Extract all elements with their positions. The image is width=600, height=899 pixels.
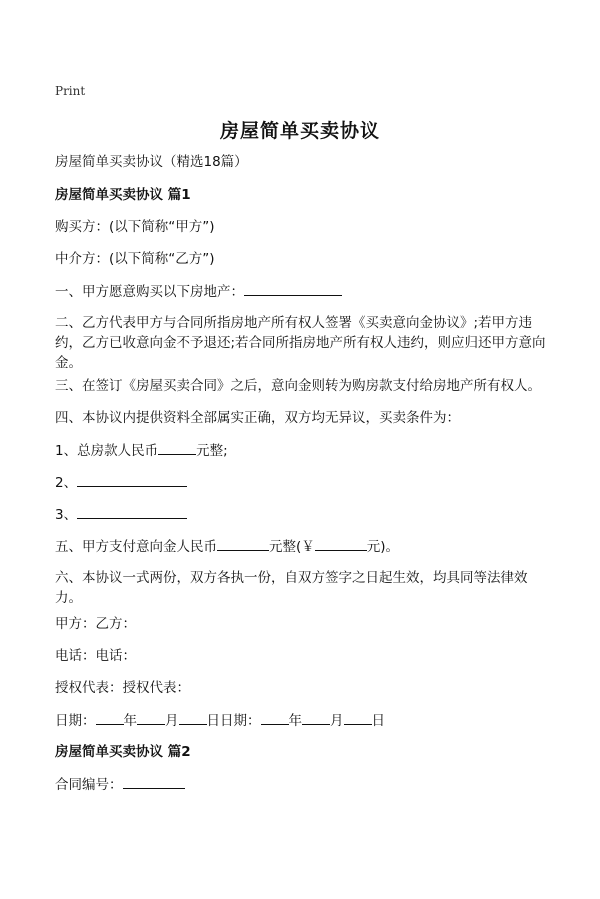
blank-field	[344, 710, 372, 725]
clause-5-mid: 元整(￥	[269, 539, 315, 555]
date-year: 年	[123, 713, 137, 729]
date-day: 日	[371, 713, 385, 729]
sign-party: 甲方：乙方：	[55, 616, 136, 632]
document-subtitle: 房屋简单买卖协议（精选18篇）	[55, 154, 248, 170]
print-label[interactable]: Print	[55, 84, 86, 98]
blank-field	[261, 710, 289, 725]
date-day-date: 日日期：	[206, 713, 261, 729]
section1-heading: 房屋简单买卖协议 篇1	[55, 187, 191, 203]
blank-field	[96, 710, 124, 725]
clause-3: 三、在签订《房屋买卖合同》之后，意向金则转为购房款支付给房地产所有权人。	[55, 378, 541, 394]
term-2-text: 2、	[55, 475, 78, 491]
blank-field	[179, 710, 207, 725]
date-month-2: 月	[330, 713, 344, 729]
blank-field	[137, 710, 165, 725]
contract-number	[55, 774, 185, 795]
clause-4: 四、本协议内提供资料全部属实正确，双方均无异议，买卖条件为：	[55, 410, 460, 426]
clause-5-text: 五、甲方支付意向金人民币	[55, 539, 217, 555]
section2-heading: 房屋简单买卖协议 篇2	[55, 744, 191, 760]
clause-1-text: 一、甲方愿意购买以下房地产：	[55, 284, 244, 300]
blank-field	[123, 774, 185, 789]
term-3	[55, 504, 187, 525]
sign-phone: 电话：电话：	[55, 648, 136, 664]
sign-date	[55, 710, 385, 731]
buyer-line: 购买方：(以下简称“甲方”)	[55, 219, 215, 235]
clause-1	[55, 281, 342, 302]
clause-6: 六、本协议一式两份，双方各执一份，自双方签字之日起生效，均具同等法律效力。	[55, 570, 528, 606]
sign-representative: 授权代表：授权代表：	[55, 680, 190, 696]
blank-field	[244, 281, 342, 296]
blank-field	[158, 440, 196, 455]
date-label: 日期：	[55, 713, 96, 729]
term-1	[55, 440, 228, 461]
date-year-2: 年	[288, 713, 302, 729]
term-1-suffix: 元整;	[196, 443, 228, 459]
date-month: 月	[165, 713, 179, 729]
blank-field	[217, 536, 269, 551]
blank-field	[77, 472, 187, 487]
blank-field	[315, 536, 367, 551]
clause-5	[55, 536, 399, 557]
agent-line: 中介方：(以下简称“乙方”)	[55, 251, 215, 267]
clause-5-end: 元)。	[366, 539, 400, 555]
term-1-text: 1、总房款人民币	[55, 443, 159, 459]
clause-2: 二、乙方代表甲方与合同所指房地产所有权人签署《买卖意向金协议》;若甲方违约，乙方已收意向金不予退还;若合同所指房地产所有权人违约，则应归还甲方意向金。	[55, 315, 546, 371]
blank-field	[302, 710, 330, 725]
term-2	[55, 472, 187, 493]
contract-number-label: 合同编号：	[55, 777, 123, 793]
document-title: 房屋简单买卖协议	[219, 120, 380, 142]
blank-field	[77, 504, 187, 519]
term-3-text: 3、	[55, 507, 78, 523]
